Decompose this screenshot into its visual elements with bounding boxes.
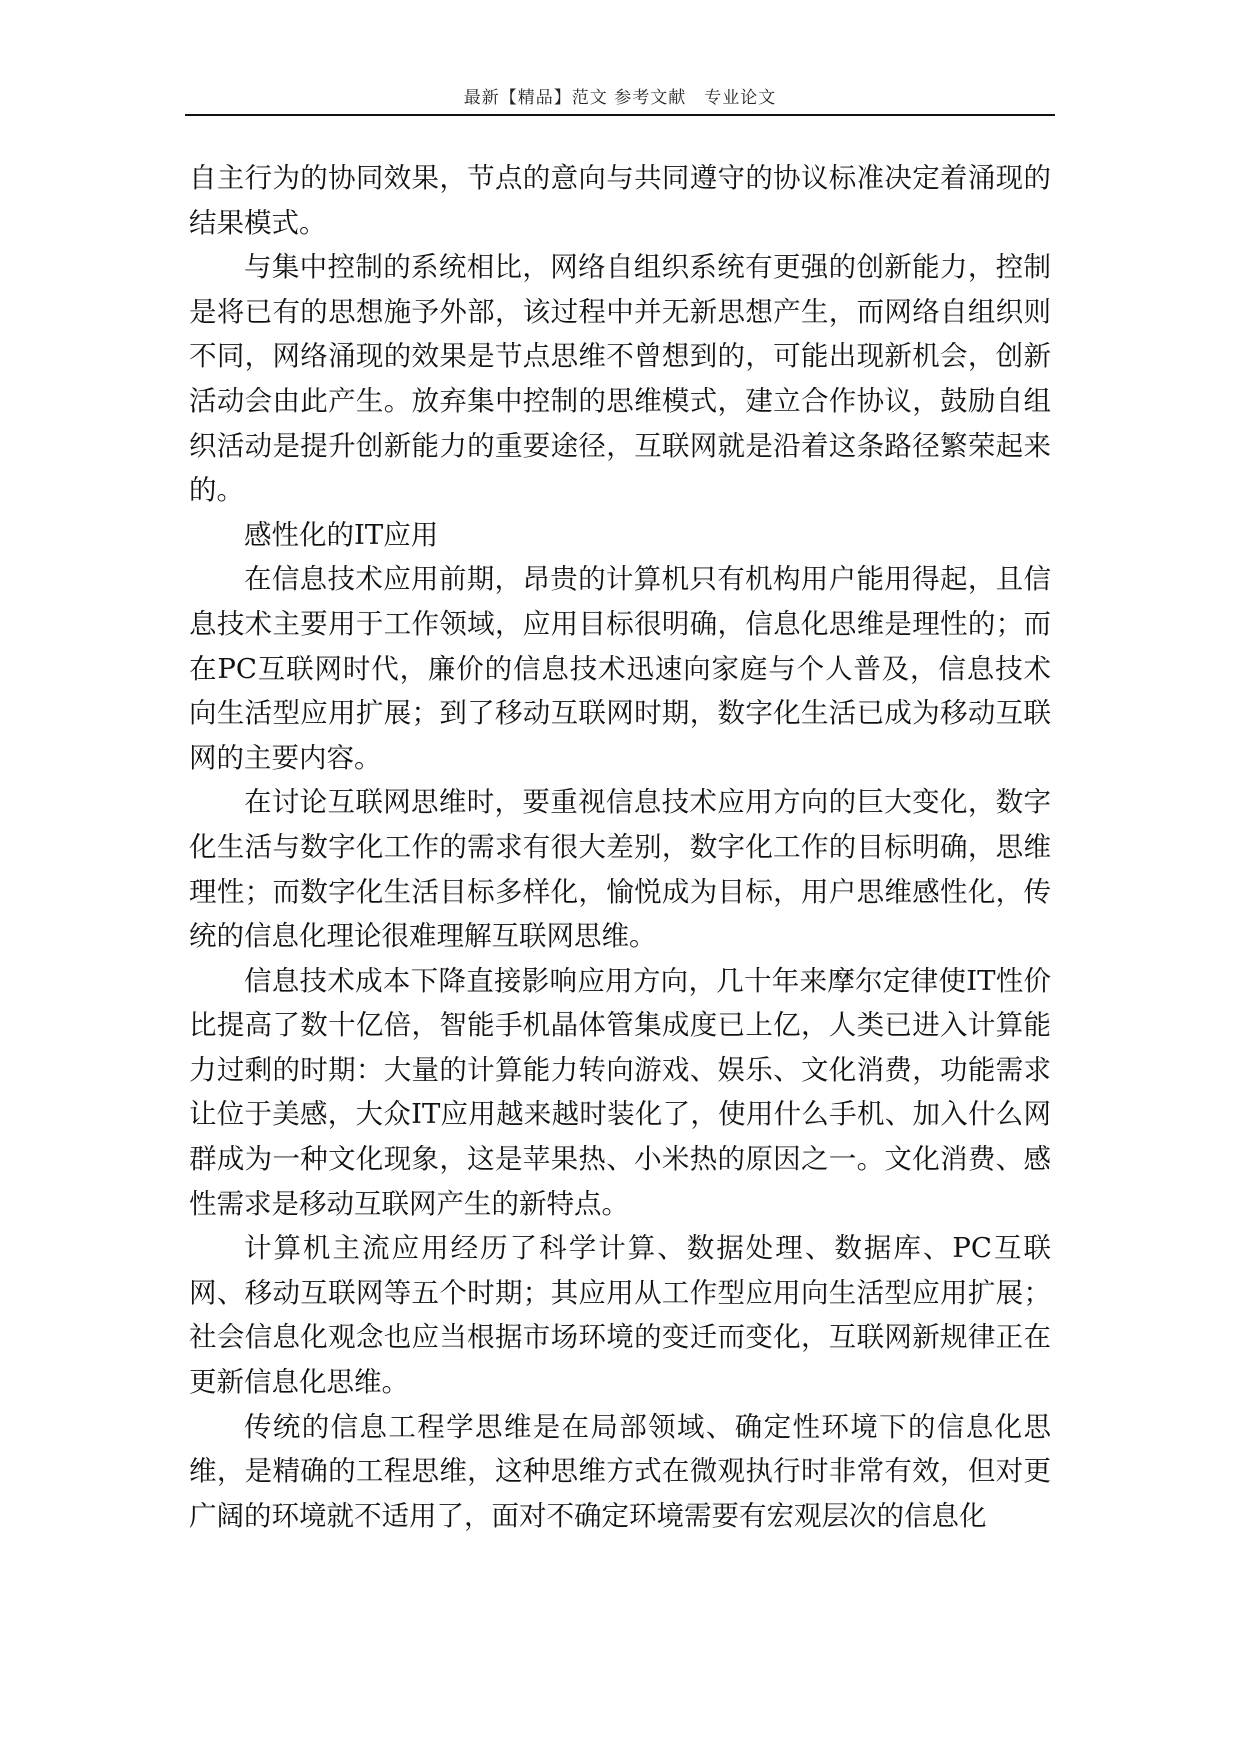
page-header: 最新【精品】范文 参考文献 专业论文 bbox=[463, 88, 777, 108]
paragraph: 传统的信息工程学思维是在局部领域、确定性环境下的信息化思维，是精确的工程思维，这种思维方式在微观执行时非常有效，但对更广阔的环境就不适用了，面对不确定环境需要有宏观层次的信息化 bbox=[189, 1410, 1051, 1532]
header-divider bbox=[185, 114, 1055, 116]
paragraph: 在讨论互联网思维时，要重视信息技术应用方向的巨大变化，数字化生活与数字化工作的需求有很大差别，数字化工作的目标明确，思维理性；而数字化生活目标多样化，愉悦成为目标，用户思维感性化，传统的信息化理论很难理解互联网思维。 bbox=[189, 786, 1051, 953]
paragraph: 计算机主流应用经历了科学计算、数据处理、数据库、PC互联网、移动互联网等五个时期；其应用从工作型应用向生活型应用扩展；社会信息化观念也应当根据市场环境的变迁而变化，互联网新规律正在更新信息化思维。 bbox=[189, 1232, 1051, 1399]
paragraph: 信息技术成本下降直接影响应用方向，几十年来摩尔定律使IT性价比提高了数十亿倍，智能手机晶体管集成度已上亿，人类已进入计算能力过剩的时期：大量的计算能力转向游戏、娱乐、文化消费，功能需求让位于美感，大众IT应用越来越时装化了，使用什么手机、加入什么网群成为一种文化现象，这是苹果热、小米热的原因之一。文化消费、感性需求是移动互联网产生的新特点。 bbox=[189, 964, 1051, 1220]
paragraph-continuation: 自主行为的协同效果，节点的意向与共同遵守的协议标准决定着涌现的结果模式。 bbox=[189, 162, 1051, 239]
paragraph: 在信息技术应用前期，昂贵的计算机只有机构用户能用得起，且信息技术主要用于工作领域，应用目标很明确，信息化思维是理性的；而在PC互联网时代，廉价的信息技术迅速向家庭与个人普及，信息技术向生活型应用扩展；到了移动互联网时期，数字化生活已成为移动互联网的主要内容。 bbox=[189, 563, 1051, 774]
document-body bbox=[189, 156, 1051, 1538]
paragraph: 与集中控制的系统相比，网络自组织系统有更强的创新能力，控制是将已有的思想施予外部，该过程中并无新思想产生，而网络自组织则不同，网络涌现的效果是节点思维不曾想到的，可能出现新机会，创新活动会由此产生。放弃集中控制的思维模式，建立合作协议，鼓励自组织活动是提升创新能力的重要途径，互联网就是沿着这条路径繁荣起来的。 bbox=[189, 251, 1051, 507]
section-heading: 感性化的IT应用 bbox=[244, 518, 439, 551]
